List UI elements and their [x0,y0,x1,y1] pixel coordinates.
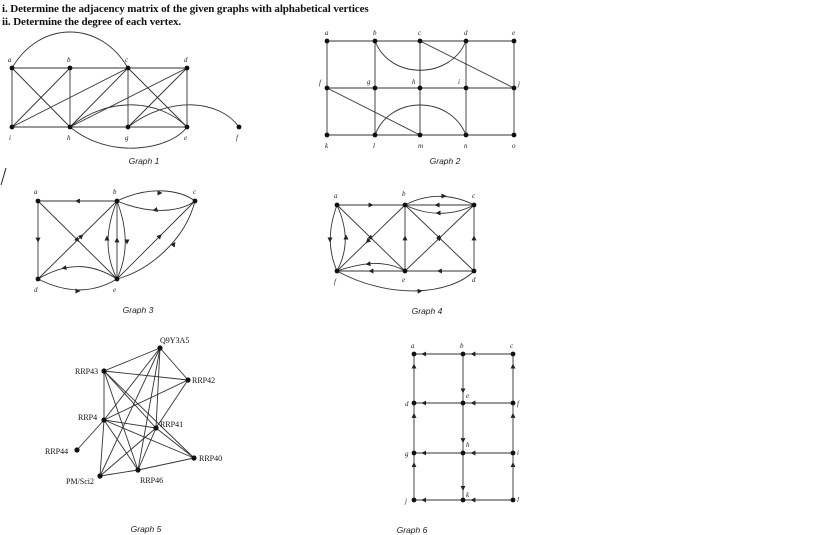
g3-label-d: d [34,286,38,294]
g2-vertex-g [373,86,378,91]
g6-label-h: h [466,441,470,449]
g4-vertex-d [472,269,477,274]
g2-vertex-e [512,39,517,44]
g4-vertex-b [403,203,408,208]
g1-label-d: d [184,56,188,64]
g1-vertex-h [68,125,73,130]
g2-label-o: o [512,142,516,150]
g5-label-rrp44: RRP44 [45,447,69,456]
g1-label-g: g [125,134,129,142]
g6-label-i: i [517,449,519,457]
g2-label-a: a [325,29,329,37]
g3-vertex-c [193,199,198,204]
g4-label-a: a [334,192,338,200]
g2-vertex-j [512,86,517,91]
g5-label-pmsci2: PM/Sci2 [66,477,95,486]
g6-vertex-l [511,498,516,503]
g4-label-d: d [472,276,476,284]
g4-vertex-a [335,203,340,208]
g4-vertex-f [335,269,340,274]
g6-vertex-g [412,451,417,456]
instruction-line-2: ii. Determine the degree of each vertex. [2,16,182,28]
g3-arc-de2 [38,279,117,290]
g6-vertex-a [412,352,417,357]
g4-arc-bc1 [405,196,474,205]
g1-vertex-i [10,125,15,130]
g2-vertex-n [464,133,469,138]
g2-vertex-k [325,133,330,138]
g6-vertex-f [511,401,516,406]
g5-edge-q-r42 [160,348,188,380]
g6-label-d: d [405,400,409,408]
caption-g3: Graph 3 [122,305,154,315]
g5-label-rrp43: RRP43 [75,367,99,376]
g1-label-b: b [67,56,71,64]
g2-edge-fm [327,88,420,135]
g5-label-rrp40: RRP40 [199,454,223,463]
g4-label-b: b [402,190,406,198]
g2-label-i: i [458,78,460,86]
g5-label-rrp41: RRP41 [160,420,184,429]
g5-edge-r4-pm [100,420,104,476]
g1-vertex-e [185,125,190,130]
g5-vertex-r44 [74,447,79,452]
g6-label-a: a [411,342,415,350]
g2-vertex-a [325,39,330,44]
g2-label-d: d [464,29,468,37]
g6-label-j: j [405,497,407,505]
g4-label-e: e [402,276,406,284]
g2-label-l: l [373,142,375,150]
g2-label-g: g [367,78,371,86]
g3-label-c: c [193,188,197,196]
g6-vertex-c [511,352,516,357]
g3-arc-bc2 [117,201,195,210]
g5-edge-r42-r4 [104,380,188,420]
g6-label-l: l [517,496,519,504]
g6-vertex-i [511,451,516,456]
g2-arc-bd [375,41,466,70]
g1-vertex-a [10,66,15,71]
g4-label-f: f [334,278,336,286]
g5-edge-r41-r40 [156,428,194,458]
g4-label-c: c [472,192,476,200]
g4-vertex-e [403,269,408,274]
g4-vertex-c [472,203,477,208]
g6-label-e: e [466,392,470,400]
g3-vertex-b [115,199,120,204]
g5-vertex-r40 [191,455,196,460]
g6-vertex-d [412,401,417,406]
g5-label-rrp42: RRP42 [192,376,216,385]
g5-edge-r4-r44 [77,420,104,450]
g5-vertex-pm [97,473,102,478]
g5-edge-r4-r41 [104,420,156,428]
caption-g2: Graph 2 [429,156,461,166]
caption-g5: Graph 5 [130,524,162,534]
g6-vertex-b [461,352,466,357]
g1-label-c: c [125,56,129,64]
g4-arc-fe [337,263,405,271]
g1-edge-hd [70,68,187,127]
g6-label-g: g [405,450,409,458]
g3-label-b: b [113,188,117,196]
g6-label-c: c [510,342,514,350]
g5-label-q9y3a5: Q9Y3A5 [160,336,190,345]
g3-arc-be1 [108,201,117,279]
g1-label-h: h [67,134,71,142]
g3-arc-be2 [117,201,125,279]
g2-label-f: f [319,79,321,87]
g5-vertex-r46 [135,467,140,472]
g1-arc-he2 [70,105,187,127]
g2-label-m: m [418,142,424,150]
g1-vertex-c [126,66,131,71]
g2-label-c: c [418,29,422,37]
g5-vertex-q [157,345,162,350]
g5-edge-r43-r41 [104,371,156,428]
g3-label-e: e [113,286,117,294]
g5-edge-r41-r46 [138,428,156,470]
instruction-line-1: i. Determine the adjacency matrix of the given graphs with alphabetical vertices [2,3,369,15]
g2-label-e: e [512,29,516,37]
caption-g6: Graph 6 [396,525,428,535]
g5-label-rrp4: RRP4 [78,413,98,422]
g1-arc-he [70,127,187,148]
g5-vertex-r42 [185,377,190,382]
g6-vertex-k [461,498,466,503]
g2-vertex-i [464,86,469,91]
g5-label-rrp46: RRP46 [140,476,164,485]
g1-label-i: i [9,134,11,142]
g3-arc-de1 [38,267,117,279]
g5-edge-r46-r40 [138,458,194,470]
g5-vertex-r4 [101,417,106,422]
g3-vertex-d [36,277,41,282]
g2-vertex-f [325,86,330,91]
g1-vertex-g [126,125,131,130]
g2-vertex-l [373,133,378,138]
g6-vertex-e [461,401,466,406]
g4-arc-af2 [337,205,345,271]
g2-vertex-m [418,133,423,138]
g2-vertex-c [418,39,423,44]
g2-vertex-o [512,133,517,138]
g5-edge-r41-pm [100,428,156,476]
g2-vertex-h [418,86,423,91]
g1-edge-ch [70,68,128,127]
g4-arc-fd [337,271,474,291]
g4-arc-af1 [330,205,337,271]
g3-vertex-e [115,277,120,282]
g6-vertex-h [461,451,466,456]
caption-g1: Graph 1 [128,156,160,166]
g3-edge-ec [117,201,195,279]
g5-edge-q-r4 [104,348,160,420]
g5-vertex-r41 [153,425,158,430]
g3-vertex-a [36,199,41,204]
g6-label-k: k [466,491,470,499]
g2-label-b: b [373,29,377,37]
slash-mark [1,168,6,185]
g1-label-e: e [184,134,188,142]
g1-vertex-d [185,66,190,71]
g2-label-h: h [412,78,416,86]
g2-label-k: k [325,142,329,150]
g2-vertex-d [464,39,469,44]
g1-label-f: f [236,134,238,142]
g2-arc-ln [375,105,466,135]
g2-edge-cj [420,41,514,88]
g1-vertex-f [237,125,242,130]
g4-arc-bc2 [405,205,474,213]
g1-vertex-b [68,66,73,71]
g6-label-f: f [517,400,519,408]
g2-label-n: n [464,142,468,150]
g6-label-b: b [460,342,464,350]
g5-vertex-r43 [101,368,106,373]
g2-label-j: j [518,80,520,88]
caption-g4: Graph 4 [411,306,443,316]
g1-label-a: a [8,56,12,64]
g6-vertex-j [412,498,417,503]
g2-vertex-b [373,39,378,44]
g3-arc-bc2-arrow [155,209,160,210]
g3-label-a: a [34,188,38,196]
g3-arc-bc1 [117,191,195,201]
g5-edge-q-pm [100,348,160,476]
